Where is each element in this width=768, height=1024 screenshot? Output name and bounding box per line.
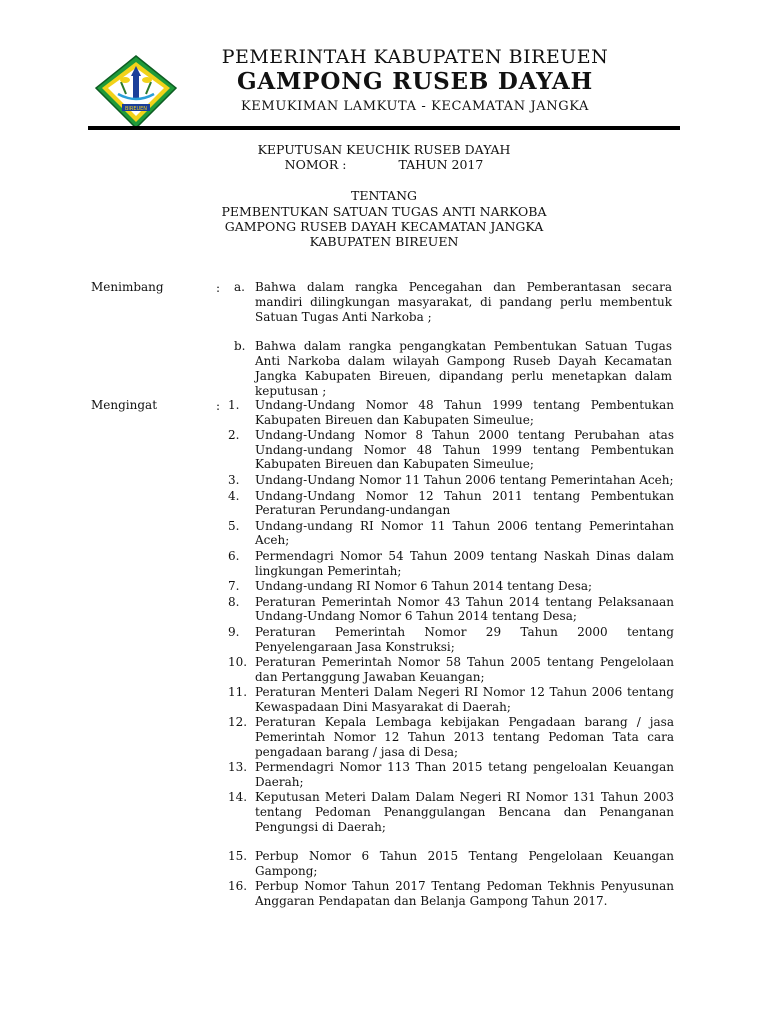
list-item-text: Undang-undang RI Nomor 6 Tahun 2014 tentang Desa; [255,579,593,594]
list-item [228,519,674,548]
subject-line-3: KABUPATEN BIREUEN [309,234,459,249]
list-item-text: Undang-Undang Nomor 11 Tahun 2006 tentang Pemerintahan Aceh; [255,472,674,487]
list-item-number: 3. [228,472,240,487]
list-item [228,655,674,684]
decree-title: KEPUTUSAN KEUCHIK RUSEB DAYAH [257,142,511,157]
list-item-number: 9. [228,624,240,639]
bireuen-coat-of-arms-logo [94,54,178,130]
list-item-text: Peraturan Pemerintah Nomor 29 Tahun 2000 tentang Penyelengaraan Jasa Konstruksi; [255,624,674,654]
list-item-number: 2. [228,428,240,443]
list-item-number: 14. [228,790,248,805]
decree-number-label: NOMOR : [284,157,347,172]
list-item-number: 8. [228,594,240,609]
subject-heading: TENTANG [350,188,417,203]
mengingat-colon: : [216,399,221,413]
mengingat-list [228,398,674,910]
list-item-number: 4. [228,488,240,503]
letterhead-village-name: GAMPONG RUSEB DAYAH [236,68,594,95]
menimbang-item-mark: b. [234,339,246,353]
list-item [228,685,674,714]
list-item-number: 6. [228,548,240,563]
list-item-number: 15. [228,849,248,864]
menimbang-label: Menimbang [91,280,164,294]
menimbang-item-mark: a. [234,280,245,294]
list-item [228,879,674,908]
list-item-number: 13. [228,760,248,775]
menimbang-item-text: Bahwa dalam rangka pengangkatan Pembentukan Satuan Tugas Anti Narkoba dalam wilayah Gampong Ruseb Dayah Kecamatan Jangka Kabupaten Bireuen, dipandang perlu menetapkan dalam keputusan ; [255,339,672,398]
list-item-text: Peraturan Menteri Dalam Negeri RI Nomor 12 Tahun 2006 tentang Kewaspadaan Dini Masyarakat di Daerah; [255,685,674,714]
list-item-number: 11. [228,685,248,700]
list-item-number: 12. [228,715,248,730]
decree-number-line [100,157,668,172]
list-item-text: Undang-Undang Nomor 8 Tahun 2000 tentang Perubahan atas Undang-undang Nomor 48 Tahun 1999 tentang Pembentukan Kabupaten Bireuen dan Kabupaten Simeulue; [255,428,674,472]
letterhead-district: KEMUKIMAN LAMKUTA - KECAMATAN JANGKA [241,99,589,114]
list-item [228,398,674,427]
list-item [228,549,674,578]
list-item [228,489,674,518]
list-item-text: Undang-undang RI Nomor 11 Tahun 2006 tentang Pemerintahan Aceh; [255,518,674,548]
letterhead-government: PEMERINTAH KABUPATEN BIREUEN [221,46,609,68]
logo-banner-text: BIREUEN [124,106,148,112]
menimbang-item-b [234,339,672,399]
list-item [228,428,674,472]
list-item-number: 16. [228,879,248,894]
list-item [228,473,674,488]
list-item-number: 1. [228,398,240,412]
letterhead-divider [88,126,680,130]
menimbang-item-text: Bahwa dalam rangka Pencegahan dan Pemberantasan secara mandiri dilingkungan masyarakat, di pandang perlu membentuk Satuan Tugas Anti Narkoba ; [255,280,672,324]
list-item-text: Perbup Nomor Tahun 2017 Tentang Pedoman Tekhnis Penyusunan Anggaran Pendapatan dan Belanja Gampong Tahun 2017. [255,879,674,908]
list-item-text: Undang-Undang Nomor 48 Tahun 1999 tentang Pembentukan Kabupaten Bireuen dan Kabupaten Simeulue; [255,398,674,427]
list-item-text: Undang-Undang Nomor 12 Tahun 2011 tentang Pembentukan Peraturan Perundang-undangan [255,488,674,518]
list-item-text: Peraturan Kepala Lembaga kebijakan Pengadaan barang / jasa Pemerintah Nomor 12 Tahun 2013 tentang Pedoman Tata cara pengadaan barang / jasa di Desa; [255,715,674,759]
subject-line-2: GAMPONG RUSEB DAYAH KECAMATAN JANGKA [224,219,544,234]
list-item-number: 7. [228,579,240,594]
list-item [228,849,674,878]
list-item [228,595,674,624]
list-item [228,579,674,594]
list-item-text: Keputusan Meteri Dalam Dalam Negeri RI Nomor 131 Tahun 2003 tentang Pedoman Penanggulangan Bencana dan Penanganan Pengungsi di Daerah; [255,790,674,834]
mengingat-label: Mengingat [91,398,158,412]
list-item [228,760,674,789]
list-item-text: Permendagri Nomor 54 Tahun 2009 tentang Naskah Dinas dalam lingkungan Pemerintah; [255,548,674,578]
list-item-text: Perbup Nomor 6 Tahun 2015 Tentang Pengelolaan Keuangan Gampong; [255,849,674,878]
list-item-text: Permendagri Nomor 113 Than 2015 tetang pengeloalan Keuangan Daerah; [255,760,674,789]
list-item [228,715,674,759]
list-item [228,790,674,834]
decree-year: TAHUN 2017 [398,157,484,172]
list-item [228,625,674,654]
list-item-text: Peraturan Pemerintah Nomor 43 Tahun 2014 tentang Pelaksanaan Undang-Undang Nomor 6 Tahun 2014 tentang Desa; [255,594,674,624]
list-item-number: 10. [228,655,248,670]
logo-emblem-icon [94,54,178,130]
list-item-number: 5. [228,518,240,533]
list-item-text: Peraturan Pemerintah Nomor 58 Tahun 2005 tentang Pengelolaan dan Pertanggung Jawaban Keuangan; [255,655,674,684]
menimbang-colon: : [216,281,221,295]
menimbang-item-a [234,280,672,325]
subject-line-1: PEMBENTUKAN SATUAN TUGAS ANTI NARKOBA [221,204,547,219]
